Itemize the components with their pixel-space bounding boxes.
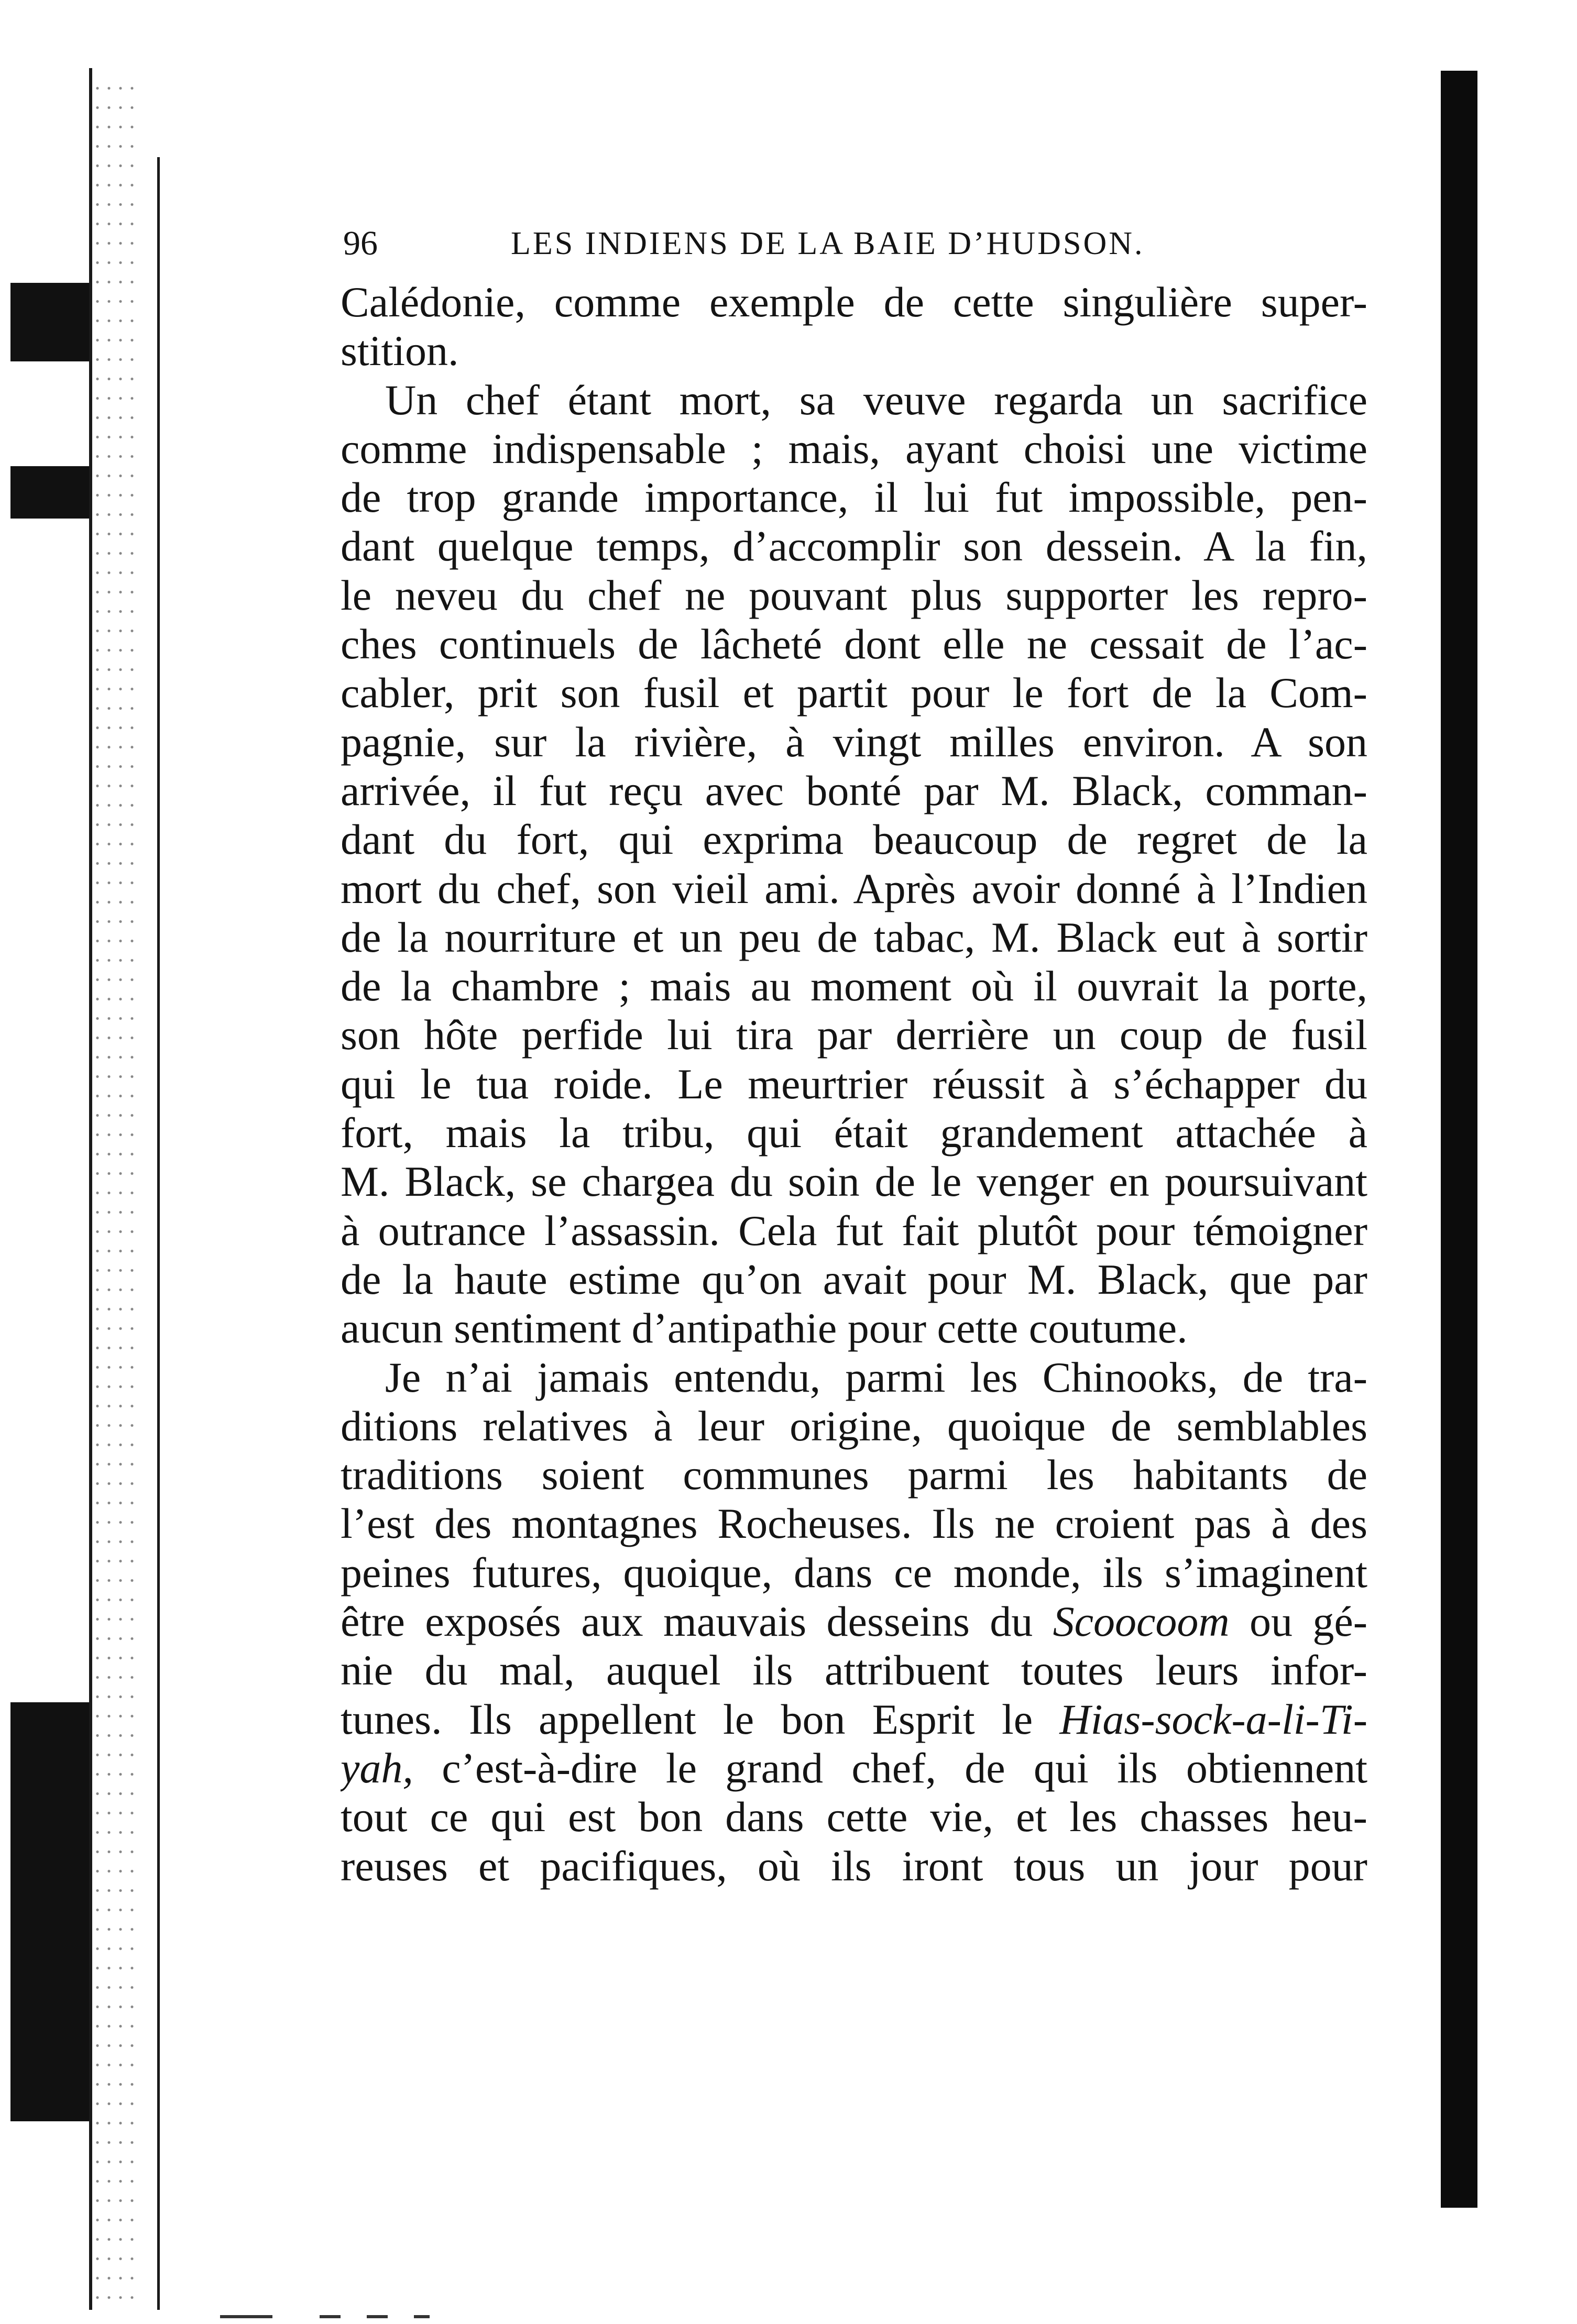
scan-edge-block — [10, 283, 89, 361]
text-line — [341, 1548, 1367, 1597]
text-line — [341, 1499, 1367, 1548]
text-line-content: son hôte perfide lui tira par derrière un coup de fusil — [341, 1011, 1367, 1059]
text-line — [341, 718, 1367, 766]
text-line-content: l’est des montagnes Rocheuses. Ils ne croient pas à des — [341, 1500, 1367, 1548]
scan-bottom-dash — [320, 2315, 341, 2318]
scan-edge-block — [10, 466, 89, 519]
text-line — [341, 424, 1367, 473]
italic-term: yah, — [341, 1744, 413, 1792]
text-line-content: peines futures, quoique, dans ce monde, ils s’imaginent — [341, 1548, 1367, 1596]
text-line — [341, 326, 1367, 375]
scan-edge-block — [10, 1702, 89, 2121]
text-line-content: de la chambre ; mais au moment où il ouvrait la porte, — [341, 962, 1367, 1010]
text-line-content: reuses et pacifiques, où ils iront tous un jour pour — [341, 1842, 1367, 1890]
text-line — [341, 1646, 1367, 1694]
text-line — [341, 668, 1367, 717]
text-line-content: ou gé- — [1249, 1598, 1367, 1646]
page-number: 96 — [343, 224, 378, 262]
text-line-content: tunes. Ils appellent le bon Esprit le — [341, 1695, 1033, 1743]
running-header — [343, 220, 1370, 267]
running-title: LES INDIENS DE LA BAIE D’HUDSON. — [511, 226, 1145, 261]
text-line-content: c’est-à-dire le grand chef, de qui ils obtiennent — [442, 1744, 1367, 1792]
text-line — [341, 1060, 1367, 1108]
text-line — [341, 1255, 1367, 1304]
text-line — [341, 1402, 1367, 1450]
text-line-content: dant quelque temps, d’accomplir son dessein. A la fin, — [341, 522, 1367, 570]
text-line — [341, 1010, 1367, 1059]
scan-edge-line — [157, 157, 160, 2310]
text-line — [341, 1842, 1367, 1890]
text-line — [341, 376, 1367, 424]
text-line-content: M. Black, se chargea du soin de le venger en poursuivant — [341, 1158, 1367, 1206]
scan-edge-specks — [92, 79, 141, 2315]
text-line — [341, 1108, 1367, 1157]
text-line-content: traditions soient communes parmi les habitants de — [341, 1451, 1367, 1499]
text-line — [341, 620, 1367, 668]
text-line-content: le neveu du chef ne pouvant plus supporter les repro- — [341, 571, 1367, 619]
binding-edge-shadow — [1441, 71, 1477, 2208]
text-line-content: mort du chef, son vieil ami. Après avoir donné à l’Indien — [341, 864, 1367, 912]
text-line — [341, 1792, 1367, 1841]
text-line-content: Un chef étant mort, sa veuve regarda un sacrifice — [385, 376, 1367, 424]
text-line-content: dant du fort, qui exprima beaucoup de regret de la — [341, 816, 1367, 864]
text-line-content: être exposés aux mauvais desseins du — [341, 1598, 1033, 1646]
text-line — [341, 1157, 1367, 1206]
text-line — [341, 1695, 1367, 1744]
text-line — [341, 962, 1367, 1010]
text-line — [341, 522, 1367, 570]
text-line — [341, 1597, 1367, 1646]
text-line — [341, 815, 1367, 864]
text-line-content: stition. — [341, 327, 459, 375]
text-line-content: ditions relatives à leur origine, quoique de semblables — [341, 1402, 1367, 1450]
text-line — [341, 766, 1367, 815]
text-line — [341, 571, 1367, 620]
text-line — [341, 864, 1367, 913]
scan-bottom-dash — [367, 2315, 388, 2318]
scan-edge-line — [89, 68, 92, 2310]
text-line — [341, 1450, 1367, 1499]
text-line-content: nie du mal, auquel ils attribuent toutes leurs infor- — [341, 1646, 1367, 1694]
text-line-content: fort, mais la tribu, qui était grandement attachée à — [341, 1109, 1367, 1157]
text-line-content: Calédonie, comme exemple de cette singulière super- — [341, 278, 1367, 326]
text-line-content: aucun sentiment d’antipathie pour cette coutume. — [341, 1304, 1188, 1352]
scan-bottom-dash — [220, 2315, 272, 2318]
text-line — [341, 1206, 1367, 1255]
italic-term: Hias-sock-a-li-Ti- — [1059, 1695, 1367, 1743]
text-line-content: ches continuels de lâcheté dont elle ne cessait de l’ac- — [341, 620, 1367, 668]
text-line-content: de la haute estime qu’on avait pour M. Black, que par — [341, 1255, 1367, 1303]
text-line-content: Je n’ai jamais entendu, parmi les Chinooks, de tra- — [385, 1353, 1367, 1401]
text-line — [341, 278, 1367, 326]
text-line-content: de trop grande importance, il lui fut impossible, pen- — [341, 473, 1367, 522]
text-line — [341, 473, 1367, 522]
text-line-content: qui le tua roide. Le meurtrier réussit à s’échapper du — [341, 1060, 1367, 1108]
text-line — [341, 1304, 1367, 1352]
text-line-content: tout ce qui est bon dans cette vie, et les chasses heu- — [341, 1793, 1367, 1841]
text-line-content: pagnie, sur la rivière, à vingt milles environ. A son — [341, 718, 1367, 766]
text-line — [341, 1744, 1367, 1792]
italic-term: Scoocoom — [1053, 1598, 1230, 1646]
text-line-content: à outrance l’assassin. Cela fut fait plutôt pour témoigner — [341, 1206, 1367, 1254]
scan-bottom-dash — [414, 2315, 430, 2318]
text-line-content: de la nourriture et un peu de tabac, M. Black eut à sortir — [341, 913, 1367, 961]
text-line — [341, 913, 1367, 962]
text-line-content: comme indispensable ; mais, ayant choisi une victime — [341, 424, 1367, 472]
body-text — [341, 278, 1367, 1890]
text-line — [341, 1353, 1367, 1402]
text-line-content: cabler, prit son fusil et partit pour le fort de la Com- — [341, 669, 1367, 717]
text-line-content: arrivée, il fut reçu avec bonté par M. Black, comman- — [341, 766, 1367, 814]
